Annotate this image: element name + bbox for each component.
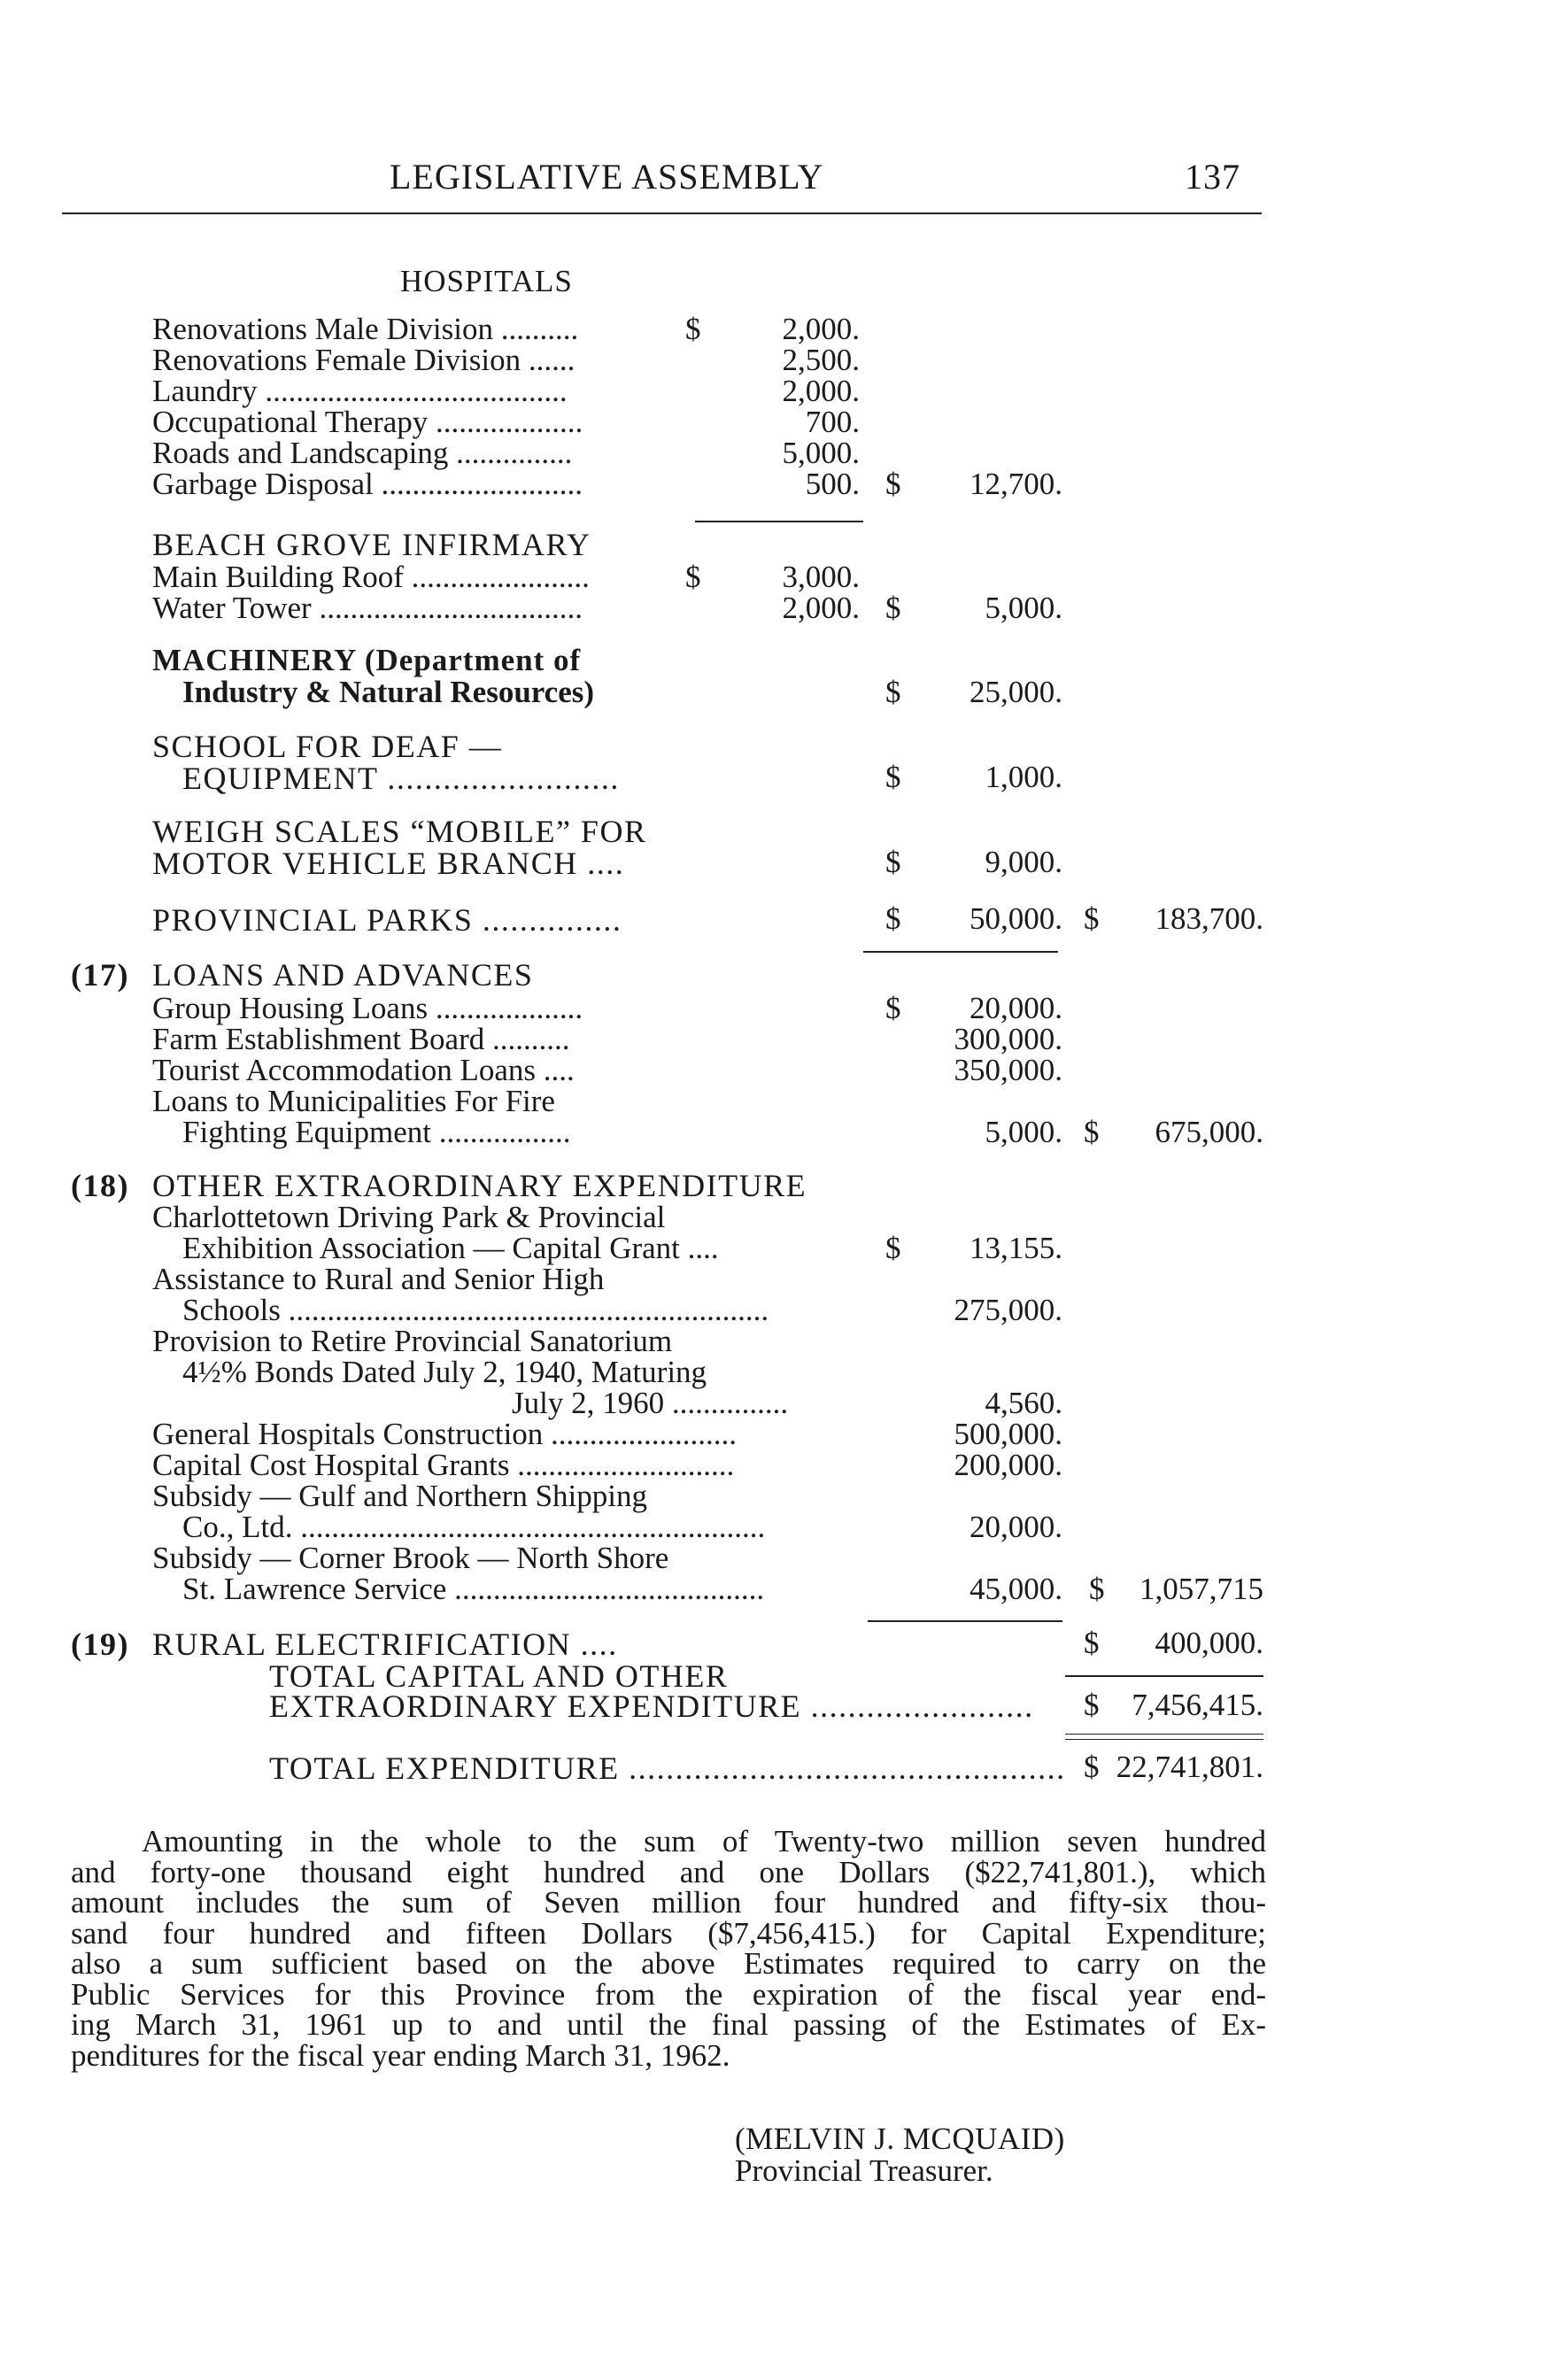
- subtotal-rule: [863, 951, 1058, 953]
- list-item-label: Assistance to Rural and Senior High: [152, 1262, 605, 1296]
- section-number: (19): [71, 1627, 129, 1662]
- currency-sign: $: [1084, 1688, 1100, 1722]
- amount: 20,000.: [969, 991, 1062, 1025]
- subtotal-amount: 1,000.: [985, 760, 1062, 794]
- currency-sign: $: [885, 675, 901, 709]
- provincial-parks-label: PROVINCIAL PARKS ...............: [152, 902, 622, 938]
- amount: 350,000.: [954, 1053, 1062, 1087]
- currency-sign: $: [885, 1231, 901, 1265]
- list-item-label: Capital Cost Hospital Grants ............................: [152, 1448, 735, 1482]
- list-item-label: Group Housing Loans ...................: [152, 991, 583, 1025]
- double-rule-top: [1065, 1734, 1263, 1735]
- amount: 2,000.: [782, 312, 860, 346]
- list-item-label: Co., Ltd. ............................................................: [182, 1510, 766, 1544]
- closing-paragraph: [71, 1824, 1266, 2073]
- amount: 2,000.: [782, 591, 860, 625]
- weigh-scales-heading: WEIGH SCALES “MOBILE” FOR: [152, 814, 647, 849]
- section-title-beach-grove: BEACH GROVE INFIRMARY: [152, 527, 591, 562]
- list-item-label: Main Building Roof .......................: [152, 560, 590, 594]
- paragraph-line: Public Services for this Province from the expiration of the fiscal year end-: [71, 1976, 1266, 2012]
- paragraph-line: amount includes the sum of Seven million four hundred and fifty-six thou-: [71, 1885, 1266, 1920]
- currency-sign: $: [1084, 901, 1100, 936]
- list-item-label: Occupational Therapy ...................: [152, 405, 583, 439]
- section-number: (18): [71, 1168, 129, 1203]
- list-item-label: Garbage Disposal ..........................: [152, 467, 583, 501]
- currency-sign: $: [1084, 1115, 1100, 1149]
- total-amount: 7,456,415.: [1132, 1688, 1263, 1722]
- paragraph-line: sand four hundred and fifteen Dollars ($7,456,415.) for Capital Expenditure;: [71, 1915, 1266, 1951]
- currency-sign: $: [1089, 1572, 1105, 1606]
- section-title-loans: LOANS AND ADVANCES: [152, 957, 534, 993]
- list-item-label: Schools ..............................................................: [182, 1293, 769, 1327]
- amount: 2,000.: [782, 374, 860, 408]
- total-amount: 400,000.: [1155, 1626, 1263, 1660]
- currency-sign: $: [885, 760, 901, 794]
- amount: 3,000.: [782, 560, 860, 594]
- paragraph-line: penditures for the fiscal year ending March 31, 1962.: [71, 2037, 730, 2073]
- amount: 45,000.: [969, 1572, 1062, 1606]
- currency-sign: $: [1084, 1750, 1100, 1784]
- section-title-hospitals: HOSPITALS: [400, 264, 573, 298]
- amount: 13,155.: [969, 1231, 1062, 1265]
- currency-sign: $: [885, 845, 901, 879]
- amount: 4,560.: [985, 1386, 1062, 1420]
- list-item-label: Subsidy — Gulf and Northern Shipping: [152, 1479, 648, 1513]
- amount: 500,000.: [954, 1417, 1062, 1451]
- signature-title: Provincial Treasurer.: [735, 2153, 993, 2188]
- list-item-label: Laundry .......................................: [152, 374, 568, 408]
- machinery-subheading: Industry & Natural Resources): [182, 675, 595, 709]
- total-amount: 1,057,715: [1139, 1572, 1263, 1606]
- list-item-label: Tourist Accommodation Loans ....: [152, 1053, 575, 1087]
- school-deaf-subheading: EQUIPMENT .........................: [182, 761, 620, 796]
- list-item-label: Renovations Female Division ......: [152, 343, 576, 377]
- amount: 20,000.: [969, 1510, 1062, 1544]
- list-item-label: 4½% Bonds Dated July 2, 1940, Maturing: [182, 1355, 707, 1389]
- total-capital-label: EXTRAORDINARY EXPENDITURE ........................: [269, 1688, 1034, 1724]
- list-item-label: Water Tower ..................................: [152, 591, 583, 625]
- currency-sign: $: [885, 901, 901, 936]
- amount: 700.: [805, 405, 860, 439]
- currency-sign: $: [885, 467, 901, 501]
- paragraph-line: ing March 31, 1961 up to and until the final passing of the Estimates of Ex-: [71, 2007, 1266, 2042]
- subtotal-amount: 25,000.: [969, 675, 1062, 709]
- list-item-label: Subsidy — Corner Brook — North Shore: [152, 1541, 669, 1575]
- amount: 300,000.: [954, 1022, 1062, 1056]
- header-rule: [62, 212, 1262, 214]
- amount: 200,000.: [954, 1448, 1062, 1482]
- total-rule: [1065, 1675, 1263, 1677]
- running-head-title: LEGISLATIVE ASSEMBLY: [390, 157, 824, 197]
- paragraph-line: Amounting in the whole to the sum of Twenty-two million seven hundred: [142, 1824, 1266, 1858]
- rural-electrification-label: RURAL ELECTRIFICATION ....: [152, 1627, 618, 1662]
- total-amount: 183,700.: [1155, 901, 1263, 936]
- section-title-other: OTHER EXTRAORDINARY EXPENDITURE: [152, 1168, 807, 1203]
- subtotal-amount: 50,000.: [969, 901, 1062, 936]
- amount: 5,000.: [782, 436, 860, 470]
- total-capital-heading: TOTAL CAPITAL AND OTHER: [269, 1658, 729, 1694]
- list-item-label: Fighting Equipment .................: [182, 1115, 571, 1149]
- currency-sign: $: [885, 591, 901, 625]
- list-item-label: Roads and Landscaping ...............: [152, 436, 573, 470]
- currency-sign: $: [685, 312, 701, 346]
- currency-sign: $: [885, 991, 901, 1025]
- school-deaf-heading: SCHOOL FOR DEAF —: [152, 729, 503, 764]
- section-number: (17): [71, 957, 129, 993]
- weigh-scales-subheading: MOTOR VEHICLE BRANCH ....: [152, 846, 625, 881]
- list-item-label: Loans to Municipalities For Fire: [152, 1084, 555, 1118]
- list-item-label: Provision to Retire Provincial Sanatorium: [152, 1324, 673, 1358]
- paragraph-line: also a sum sufficient based on the above Estimates required to carry on the: [71, 1946, 1266, 1981]
- list-item-label: Renovations Male Division ..........: [152, 312, 579, 346]
- total-amount: 675,000.: [1155, 1115, 1263, 1149]
- grand-total-amount: 22,741,801.: [1116, 1750, 1263, 1784]
- amount: 5,000.: [985, 1115, 1062, 1149]
- double-rule-bottom: [1065, 1739, 1263, 1740]
- page-number: 137: [1185, 157, 1240, 197]
- list-item-label: July 2, 1960 ...............: [512, 1386, 789, 1420]
- list-item-label: General Hospitals Construction ........................: [152, 1417, 738, 1451]
- list-item-label: Farm Establishment Board ..........: [152, 1022, 570, 1056]
- machinery-heading: MACHINERY (Department of: [152, 643, 582, 677]
- currency-sign: $: [685, 560, 701, 594]
- list-item-label: Charlottetown Driving Park & Provincial: [152, 1200, 666, 1234]
- amount: 500.: [805, 467, 860, 501]
- currency-sign: $: [1084, 1626, 1100, 1660]
- subtotal-amount: 9,000.: [985, 845, 1062, 879]
- subtotal-amount: 5,000.: [985, 591, 1062, 625]
- list-item-label: Exhibition Association — Capital Grant ....: [182, 1231, 719, 1265]
- subtotal-rule: [695, 521, 863, 522]
- subtotal-rule: [868, 1620, 1062, 1622]
- signature-name: (MELVIN J. MCQUAID): [735, 2121, 1065, 2156]
- amount: 275,000.: [954, 1293, 1062, 1327]
- paragraph-line: and forty-one thousand eight hundred and one Dollars ($22,741,801.), which: [71, 1854, 1266, 1889]
- subtotal-amount: 12,700.: [969, 467, 1062, 501]
- total-expenditure-label: TOTAL EXPENDITURE ...............................................: [269, 1750, 1066, 1786]
- list-item-label: St. Lawrence Service ........................................: [182, 1572, 765, 1606]
- amount: 2,500.: [782, 343, 860, 377]
